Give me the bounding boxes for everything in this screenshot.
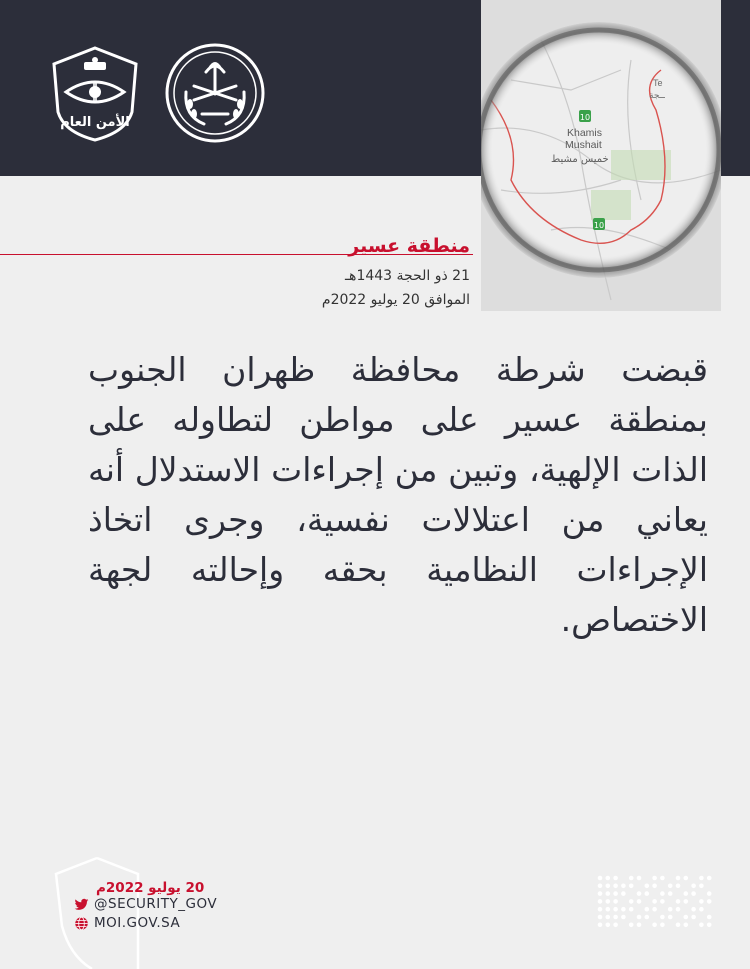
footer-shield-outline bbox=[52, 856, 142, 969]
pattern-dot bbox=[691, 891, 696, 896]
pattern-dot bbox=[668, 891, 673, 896]
pattern-dot bbox=[707, 915, 712, 920]
pattern-dot bbox=[699, 907, 704, 912]
pattern-dot bbox=[676, 884, 681, 889]
pattern-dot bbox=[606, 884, 611, 889]
pattern-dot bbox=[707, 923, 712, 928]
pattern-dot bbox=[668, 884, 673, 889]
decorative-dot-pattern bbox=[596, 874, 714, 930]
pattern-dot bbox=[652, 923, 657, 928]
security-logo-text: الأمن العام bbox=[60, 115, 130, 130]
pattern-dot bbox=[660, 915, 665, 920]
news-body: قبضت شرطة محافظة ظهران الجنوب بمنطقة عسير على مواطن لتطاوله على الذات الإلهية، وتبين من إجراءات الاستدلال أنه يعاني من اعتلالات نفسية، وجرى اتخاذ الإجراءات النظامية بحقه وإحالته لجهة الاختصاص. bbox=[88, 350, 708, 639]
pattern-dot bbox=[699, 899, 704, 904]
pattern-dot bbox=[668, 907, 673, 912]
pattern-dot bbox=[676, 876, 681, 881]
pattern-dot bbox=[691, 907, 696, 912]
pattern-dot bbox=[699, 876, 704, 881]
pattern-dot bbox=[660, 899, 665, 904]
pattern-dot bbox=[684, 923, 689, 928]
pattern-dot bbox=[637, 891, 642, 896]
pattern-dot bbox=[652, 876, 657, 881]
pattern-dot bbox=[613, 923, 618, 928]
security-logo bbox=[44, 42, 146, 144]
pattern-dot bbox=[629, 884, 634, 889]
pattern-dot bbox=[652, 884, 657, 889]
pattern-dot bbox=[598, 907, 603, 912]
pattern-dot bbox=[637, 915, 642, 920]
twitter-handle: @SECURITY_GOV bbox=[94, 896, 218, 912]
pattern-dot bbox=[629, 907, 634, 912]
pattern-dot bbox=[707, 876, 712, 881]
date-hijri: 21 ذو الحجة 1443هـ bbox=[344, 268, 470, 284]
pattern-dot bbox=[613, 899, 618, 904]
pattern-dot bbox=[660, 923, 665, 928]
pattern-dot bbox=[660, 891, 665, 896]
pattern-dot bbox=[613, 884, 618, 889]
map-illustration bbox=[481, 0, 721, 311]
pattern-dot bbox=[598, 915, 603, 920]
pattern-dot bbox=[606, 923, 611, 928]
pattern-dot bbox=[613, 891, 618, 896]
pattern-dot bbox=[606, 876, 611, 881]
pattern-dot bbox=[629, 923, 634, 928]
moi-emblem bbox=[164, 42, 266, 144]
pattern-dot bbox=[645, 907, 650, 912]
pattern-dot bbox=[676, 907, 681, 912]
pattern-dot bbox=[699, 884, 704, 889]
pattern-dot bbox=[606, 891, 611, 896]
map-photo bbox=[481, 0, 721, 311]
pattern-dot bbox=[621, 907, 626, 912]
pattern-dot bbox=[645, 891, 650, 896]
pattern-dot bbox=[684, 876, 689, 881]
pattern-dot bbox=[598, 923, 603, 928]
pattern-dot bbox=[598, 884, 603, 889]
region-title: منطقة عسير bbox=[348, 235, 470, 257]
footer-twitter[interactable] bbox=[74, 896, 217, 912]
pattern-dot bbox=[613, 915, 618, 920]
pattern-dot bbox=[691, 884, 696, 889]
website-url: MOI.GOV.SA bbox=[94, 915, 181, 931]
pattern-dot bbox=[613, 907, 618, 912]
pattern-dot bbox=[676, 899, 681, 904]
pattern-dot bbox=[606, 907, 611, 912]
pattern-dot bbox=[606, 915, 611, 920]
pattern-dot bbox=[652, 907, 657, 912]
pattern-dot bbox=[637, 923, 642, 928]
pattern-dot bbox=[598, 876, 603, 881]
pattern-dot bbox=[598, 899, 603, 904]
pattern-dot bbox=[621, 884, 626, 889]
footer-website[interactable] bbox=[74, 915, 180, 931]
pattern-dot bbox=[637, 876, 642, 881]
pattern-dot bbox=[629, 899, 634, 904]
pattern-dot bbox=[699, 923, 704, 928]
date-gregorian: الموافق 20 يوليو 2022م bbox=[321, 292, 470, 308]
pattern-dot bbox=[598, 891, 603, 896]
footer-date: 20 يوليو 2022م bbox=[96, 880, 205, 896]
twitter-icon bbox=[74, 897, 89, 912]
pattern-dot bbox=[621, 915, 626, 920]
pattern-dot bbox=[660, 876, 665, 881]
pattern-dot bbox=[652, 899, 657, 904]
pattern-dot bbox=[645, 884, 650, 889]
pattern-dot bbox=[668, 915, 673, 920]
pattern-dot bbox=[684, 899, 689, 904]
globe-icon bbox=[74, 916, 89, 931]
pattern-dot bbox=[621, 891, 626, 896]
pattern-dot bbox=[684, 915, 689, 920]
pattern-dot bbox=[645, 915, 650, 920]
pattern-dot bbox=[606, 899, 611, 904]
pattern-dot bbox=[707, 899, 712, 904]
pattern-dot bbox=[613, 876, 618, 881]
pattern-dot bbox=[691, 915, 696, 920]
pattern-dot bbox=[629, 876, 634, 881]
pattern-dot bbox=[676, 923, 681, 928]
pattern-dot bbox=[684, 891, 689, 896]
pattern-dot bbox=[707, 891, 712, 896]
pattern-dot bbox=[637, 899, 642, 904]
